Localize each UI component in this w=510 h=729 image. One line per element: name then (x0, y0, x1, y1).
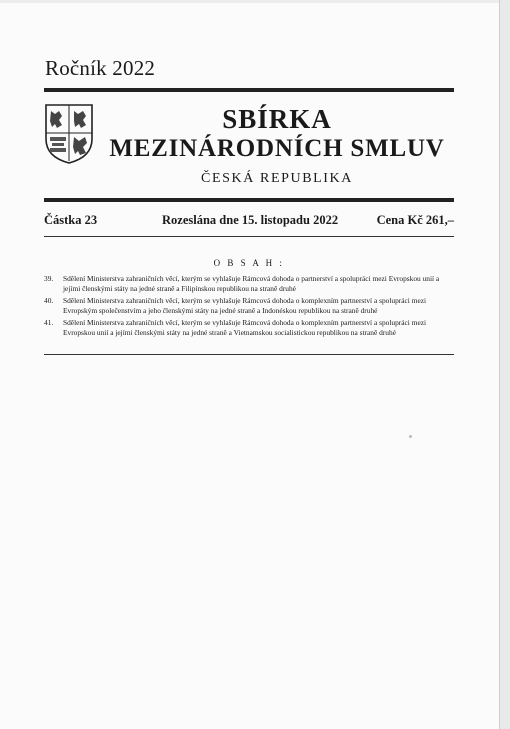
scan-speck (409, 435, 412, 438)
issue-price: Cena Kč 261,– (376, 213, 454, 227)
contents-item (44, 318, 454, 337)
contents-list (44, 274, 454, 340)
distribution-date: Rozeslána dne 15. listopadu 2022 (162, 213, 339, 227)
header-rule-top (44, 88, 454, 92)
contents-rule (44, 354, 454, 355)
country-name: ČESKÁ REPUBLIKA (201, 171, 353, 186)
item-text: Sdělení Ministerstva zahraničních věcí, kterým se vyhlašuje Rámcová dohoda o partnerství a spolupráci mezi Evropskou unií a jejími členskými státy na jedné straně a Filipínskou republikou na straně druhé (63, 274, 440, 293)
coat-of-arms-icon (44, 103, 94, 165)
volume-year: Ročník 2022 (45, 56, 156, 80)
contents-item (44, 274, 454, 293)
item-number: 39. (44, 274, 54, 283)
contents-item (44, 296, 454, 315)
page-top-edge (0, 0, 510, 3)
collection-title: SBÍRKA (222, 104, 332, 134)
header-rule-bottom (44, 198, 454, 202)
meta-rule (44, 236, 454, 237)
item-text: Sdělení Ministerstva zahraničních věcí, kterým se vyhlašuje Rámcová dohoda o komplexním partnerství a spolupráci mezi Evropským společenstvím a jeho členskými státy na jedné straně a Indonéskou republikou na straně druhé (63, 295, 427, 315)
page-right-edge (499, 0, 510, 729)
contents-heading: O B S A H : (213, 258, 285, 268)
issue-part: Částka 23 (44, 213, 98, 227)
item-number: 40. (44, 295, 54, 305)
collection-subtitle: MEZINÁRODNÍCH SMLUV (109, 135, 445, 162)
item-text: Sdělení Ministerstva zahraničních věcí, kterým se vyhlašuje Rámcová dohoda o komplexním partnerství a spolupráci mezi Evropskou unií a jejími členskými státy na jedné straně a Vietnamskou socialistickou republikou na straně druhé (63, 317, 427, 337)
item-number: 41. (44, 317, 54, 327)
